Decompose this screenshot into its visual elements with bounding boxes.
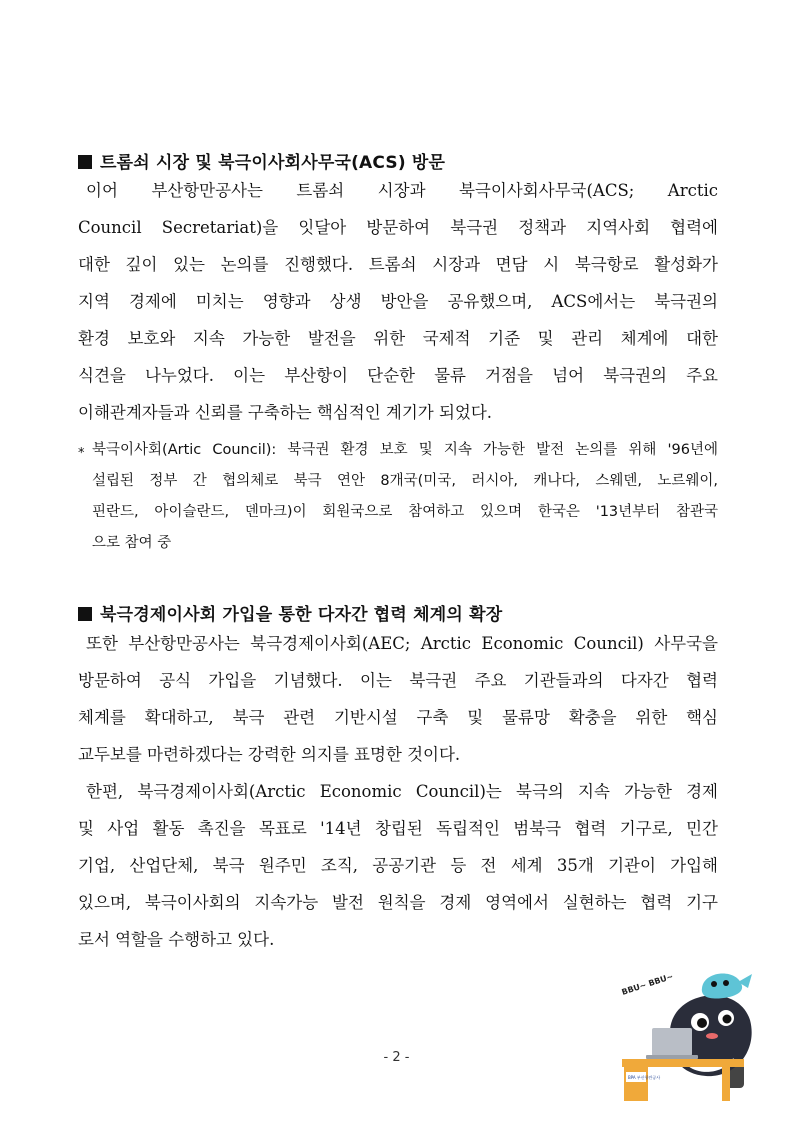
section1-line-6: 식견을 나누었다. 이는 부산항이 단순한 물류 거점을 넘어 북극권의 주요 [78,366,718,385]
section2-line-3: 체계를 확대하고, 북극 관련 기반시설 구축 및 물류망 확충을 위한 핵심 [78,708,718,727]
section1-line-4: 지역 경제에 미치는 영향과 상생 방안을 공유했으며, ACS에서는 북극권의 [78,292,718,311]
mascot-speech-text: BBU~ BBU~ [620,971,675,997]
section2-line-5: 한편, 북극경제이사회(Arctic Economic Council)는 북극의 지속 가능한 경제 [86,782,718,801]
page-number: - 2 - [383,1050,410,1065]
section2-line-7: 기업, 산업단체, 북극 원주민 조직, 공공기관 등 전 세계 35개 기관이 가입해 [78,856,718,875]
section2-heading [78,600,502,625]
laptop-icon [652,1028,692,1056]
baby-whale-icon [702,973,742,998]
footnote-line-3: 핀란드, 아이슬란드, 덴마크)이 회원국으로 참여하고 있으며 한국은 '13년부터 참관국 [92,504,718,520]
whale-mascot-illustration [618,960,768,1110]
footnote-asterisk: * [78,446,85,461]
section1-line-3: 대한 깊이 있는 논의를 진행했다. 트롬쇠 시장과 면담 시 북극항로 활성화가 [78,255,718,274]
footnote-line-2: 설립된 정부 간 협의체로 북극 연안 8개국(미국, 러시아, 캐나다, 스웨덴, 노르웨이, [92,473,718,489]
section1-line-1: 이어 부산항만공사는 트롬쇠 시장과 북극이사회사무국(ACS; Arctic [86,181,718,200]
section2-line-2: 방문하여 공식 가입을 기념했다. 이는 북극권 주요 기관들과의 다자간 협력 [78,671,718,690]
section2-line-8: 있으며, 북극이사회의 지속가능 발전 원칙을 경제 영역에서 실현하는 협력 기구 [78,893,718,912]
section1-line-2: Council Secretariat)을 잇달아 방문하여 북극권 정책과 지역사회 협력에 [78,218,718,237]
section1-heading [78,148,445,173]
desk-label-text: BPA 부산항만공사 [628,1075,661,1080]
square-bullet-icon [78,607,92,621]
section2-line-1: 또한 부산항만공사는 북극경제이사회(AEC; Arctic Economic Council) 사무국을 [86,634,718,653]
section2-title: 북극경제이사회 가입을 통한 다자간 협력 체계의 확장 [100,605,503,625]
section1-title: 트롬쇠 시장 및 북극이사회사무국(ACS) 방문 [100,153,446,173]
desk-icon [622,1059,744,1067]
section2-line-9: 로서 역할을 수행하고 있다. [78,930,275,949]
section1-line-7: 이해관계자들과 신뢰를 구축하는 핵심적인 계기가 되었다. [78,403,493,422]
section1-line-5: 환경 보호와 지속 가능한 발전을 위한 국제적 기준 및 관리 체계에 대한 [78,329,718,348]
square-bullet-icon [78,155,92,169]
section2-line-6: 및 사업 활동 촉진을 목표로 '14년 창립된 독립적인 범북극 협력 기구로, 민간 [78,819,718,838]
footnote-line-4: 으로 참여 중 [92,535,172,551]
section2-line-4: 교두보를 마련하겠다는 강력한 의지를 표명한 것이다. [78,745,461,764]
footnote-line-1: 북극이사회(Artic Council): 북극권 환경 보호 및 지속 가능한 발전 논의를 위해 '96년에 [92,442,718,458]
